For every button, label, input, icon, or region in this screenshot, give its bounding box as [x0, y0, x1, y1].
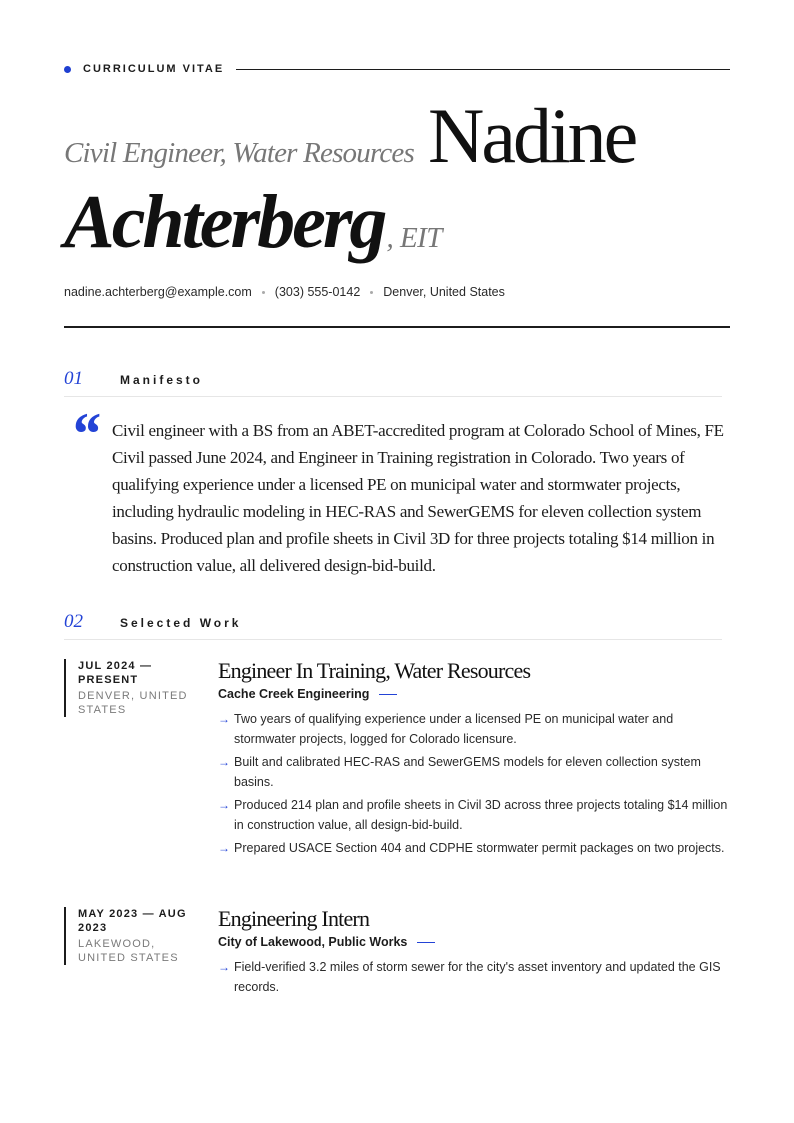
arrow-right-icon: →	[218, 798, 230, 812]
job-body	[218, 907, 728, 1000]
eyebrow-rule	[236, 69, 730, 70]
section-number: 01	[64, 368, 83, 389]
list-item: → Field-verified 3.2 miles of storm sewer for the city's asset inventory and updated the GIS records.	[218, 957, 728, 997]
job-dates: JUL 2024 — PRESENT	[78, 660, 153, 686]
job-org	[218, 687, 728, 701]
job-location: LAKEWOOD, UNITED STATES	[78, 938, 179, 964]
job-bullets	[218, 957, 728, 997]
job-role: Civil Engineer, Water Resources	[64, 137, 414, 169]
job-title: Engineering Intern	[218, 906, 370, 931]
separator-dot-icon	[262, 291, 265, 294]
list-item: → Built and calibrated HEC-RAS and SewerGEMS models for eleven collection system basins.	[218, 752, 728, 792]
headline	[64, 92, 744, 264]
first-name: Nadine	[428, 92, 636, 179]
list-item: → Two years of qualifying experience under a licensed PE on municipal water and stormwater projects, logged for Colorado licensure.	[218, 709, 728, 749]
last-name: Achterberg	[64, 180, 385, 264]
section-number: 02	[64, 611, 83, 632]
arrow-right-icon: →	[218, 755, 230, 769]
eyebrow-label: CURRICULUM VITAE	[83, 63, 225, 75]
org-dash-icon	[417, 942, 435, 943]
section-title: Manifesto	[120, 373, 204, 387]
job-meta	[64, 907, 194, 965]
contact-line	[64, 285, 505, 299]
job-org-name: Cache Creek Engineering	[218, 687, 370, 701]
accent-dot-icon	[64, 66, 71, 73]
name-suffix: , EIT	[386, 222, 442, 254]
job-body	[218, 659, 728, 861]
separator-dot-icon	[370, 291, 373, 294]
job-org-name: City of Lakewood, Public Works	[218, 935, 408, 949]
eyebrow	[64, 62, 730, 76]
list-item: → Produced 214 plan and profile sheets in Civil 3D across three projects totaling $14 million in construction value, all design-bid-build.	[218, 795, 728, 835]
quote-mark-icon: “	[70, 401, 100, 467]
arrow-right-icon: →	[218, 960, 230, 974]
manifesto-text: Civil engineer with a BS from an ABET-accredited program at Colorado School of Mines, FE Civil passed June 2024, and Engineer in Training registration in Colorado. Two years of qualifying experience under a licensed PE on municipal water and stormwater projects, including hydraulic modeling in HEC-RAS and SewerGEMS for eleven collection system basins. Produced plan and profile sheets in Civil 3D for three projects totaling $14 million in construction value, all delivered design-bid-build.	[112, 421, 724, 575]
job-location: DENVER, UNITED STATES	[78, 690, 188, 716]
contact-phone[interactable]: (303) 555-0142	[274, 285, 361, 299]
contact-location: Denver, United States	[383, 285, 505, 299]
job-meta	[64, 659, 194, 717]
arrow-right-icon: →	[218, 841, 230, 855]
section-header-work	[64, 612, 722, 640]
job-bullets	[218, 709, 728, 858]
org-dash-icon	[379, 694, 397, 695]
contact-email[interactable]: nadine.achterberg@example.com	[64, 285, 252, 299]
job-dates: MAY 2023 — AUG 2023	[78, 908, 187, 934]
job-title: Engineer In Training, Water Resources	[218, 658, 531, 683]
section-header-manifesto	[64, 369, 722, 397]
header-divider	[64, 326, 730, 328]
arrow-right-icon: →	[218, 712, 230, 726]
job-org	[218, 935, 728, 949]
list-item: → Prepared USACE Section 404 and CDPHE stormwater permit packages on two projects.	[218, 838, 728, 858]
section-title: Selected Work	[120, 616, 242, 630]
